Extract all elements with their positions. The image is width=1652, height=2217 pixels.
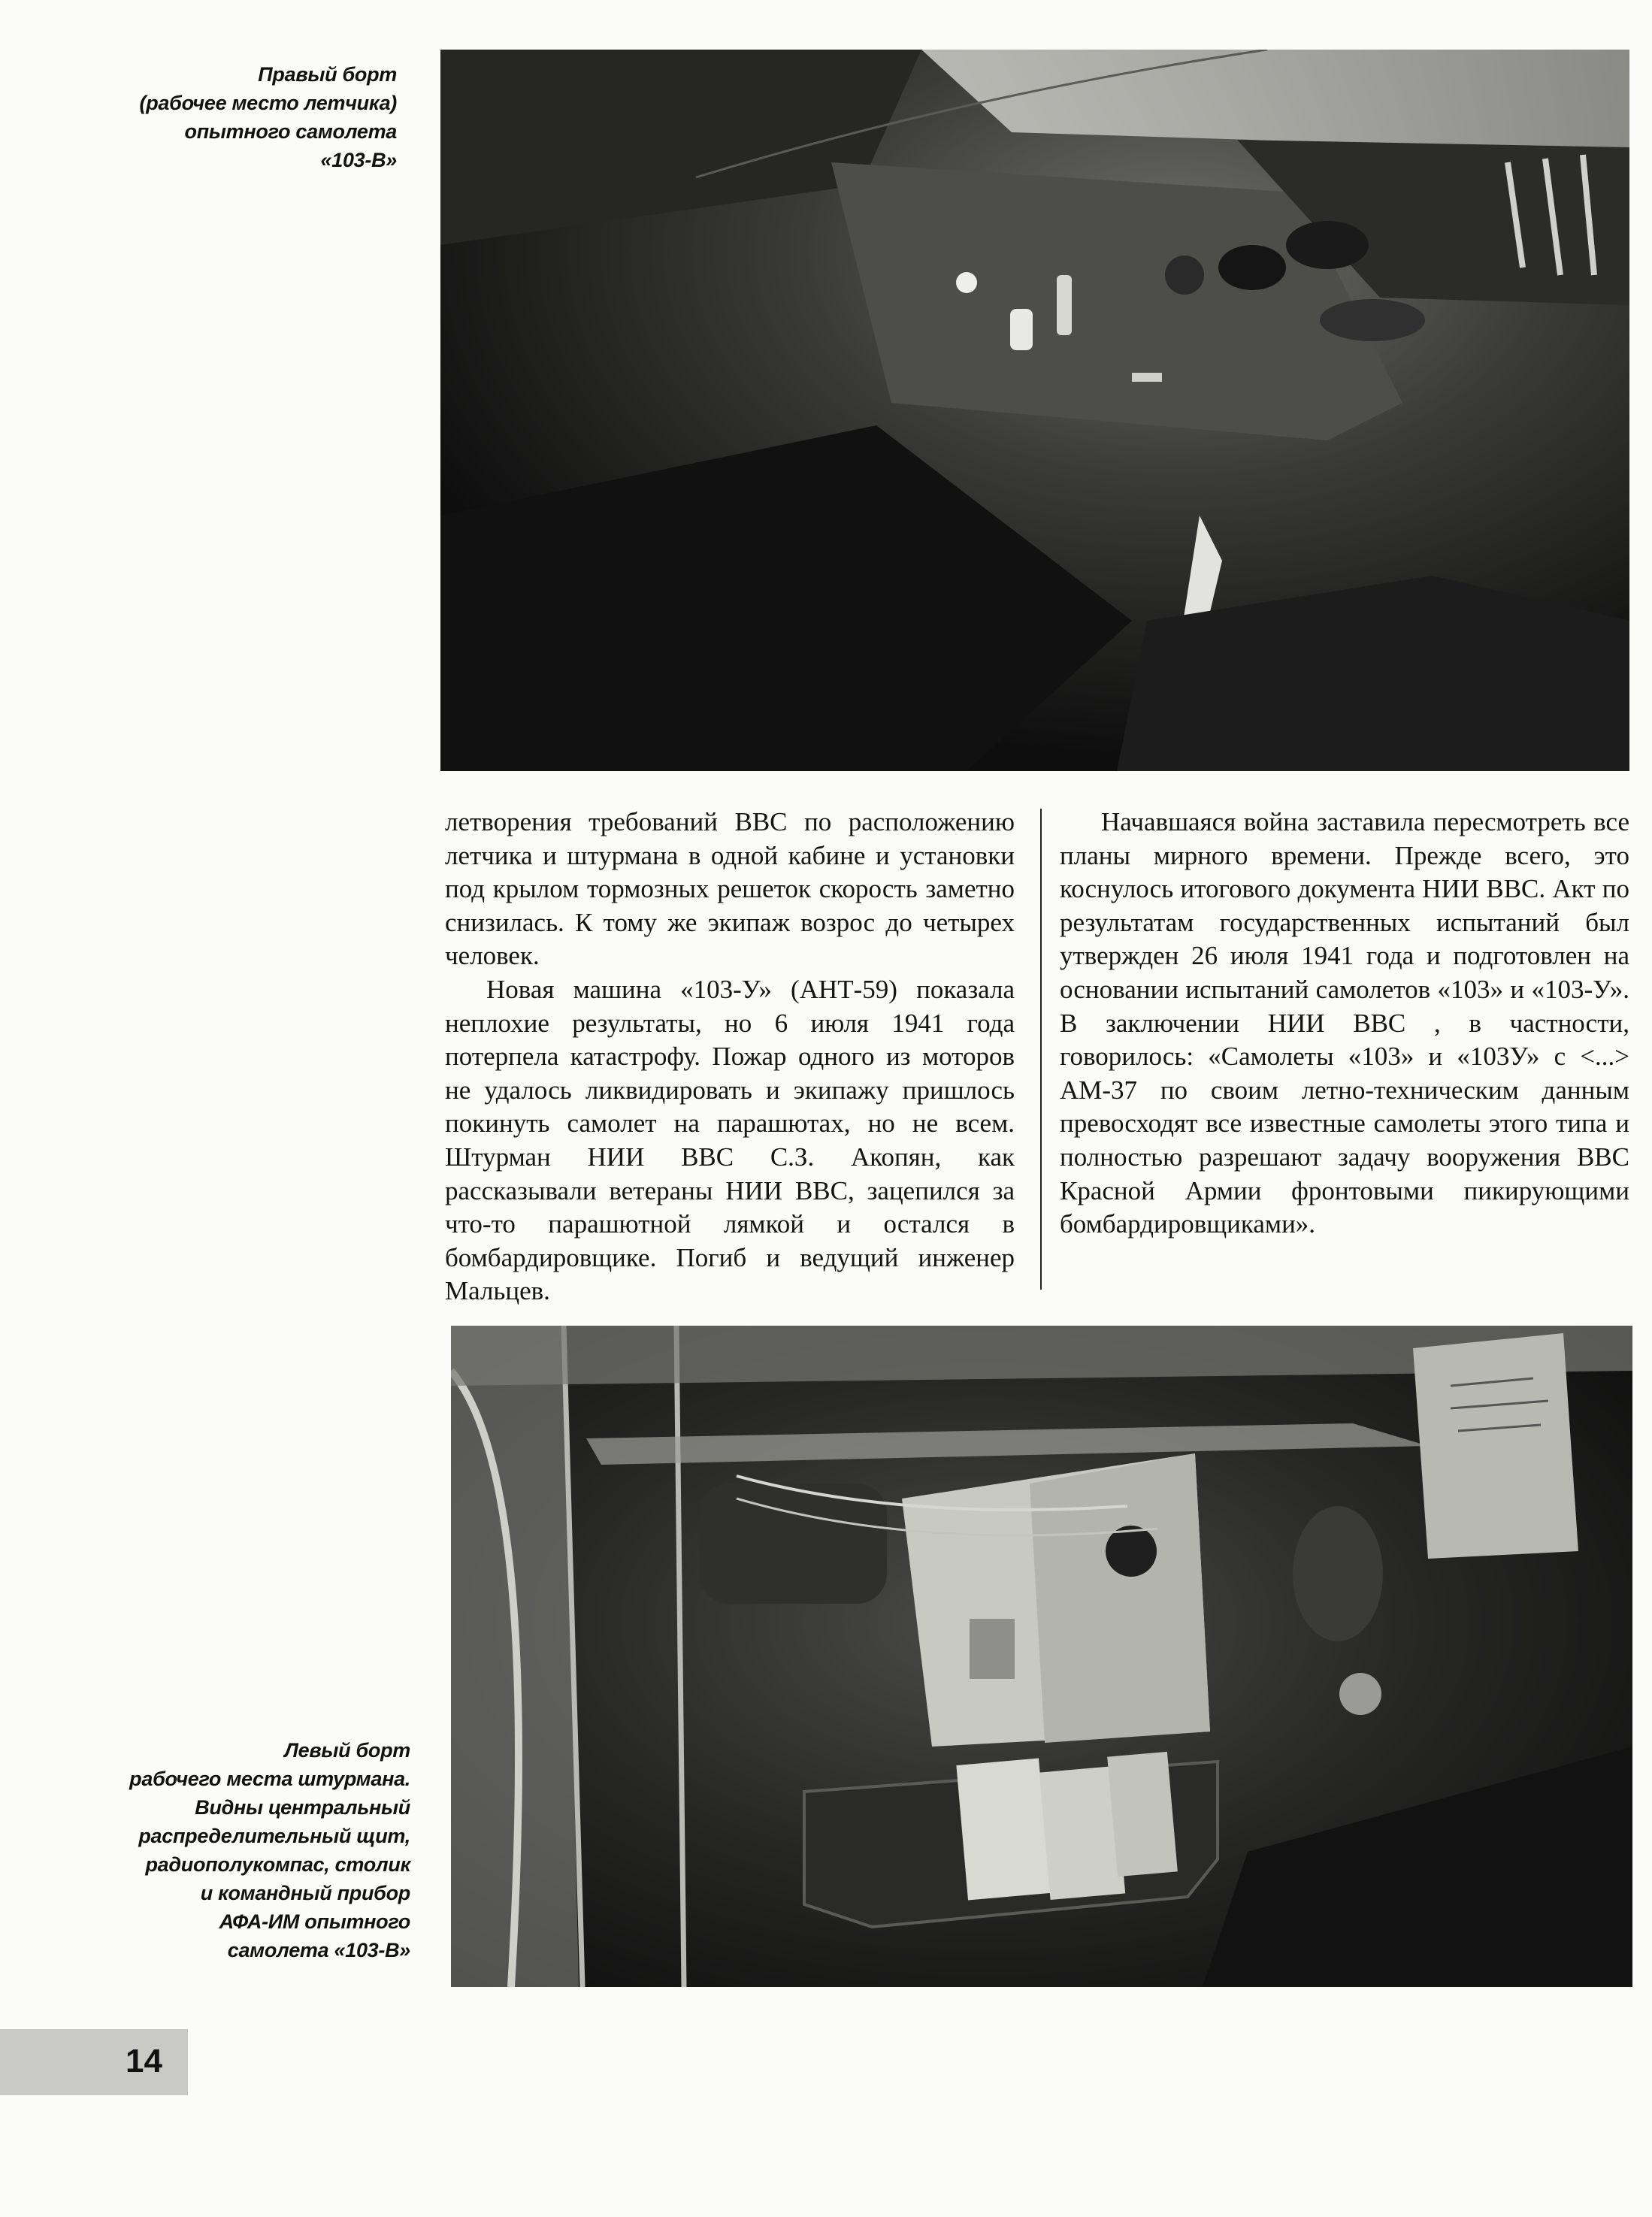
caption-line: «103-В» [320, 149, 397, 171]
paragraph: летворения требований ВВС по расположению летчика и штурмана в одной кабине и установки под крылом тормозных решеток скорость заметно снизилась. К тому же экипаж возрос до четырех человек. [445, 807, 1015, 971]
caption-line: Правый борт [258, 63, 397, 86]
text-column-right [1060, 806, 1629, 1242]
caption-line: Видны центральный [195, 1796, 410, 1819]
bottom-photo-caption [45, 1736, 410, 1964]
caption-line: опытного самолета [184, 120, 397, 143]
cockpit-photo-pilot-image [440, 50, 1629, 771]
caption-line: самолета «103-В» [227, 1939, 410, 1961]
cockpit-photo-pilot [440, 50, 1629, 771]
top-photo-caption [45, 60, 397, 174]
page-number-tab [0, 2029, 188, 2095]
caption-line: АФА-ИМ опытного [219, 1910, 410, 1933]
caption-line: Левый борт [284, 1739, 410, 1762]
paragraph: Новая машина «103-У» (АНТ-59) показала неплохие результаты, но 6 июля 1941 года потерпела катастрофу. Пожар одного из моторов не удалось ликвидировать и экипажу пришлось покинуть самолет на парашютах, но не всем. Штурман НИИ ВВС С.З. Акопян, как рассказывали ветераны НИИ ВВС, зацепился за что-то парашютной лямкой и остался в бомбардировщике. Погиб и ведущий инженер Мальцев. [445, 974, 1015, 1306]
page-number: 14 [126, 2043, 162, 2079]
column-divider [1040, 809, 1042, 1290]
caption-line: и командный прибор [200, 1882, 410, 1904]
text-column-left [445, 806, 1015, 1308]
caption-line: (рабочее место летчика) [139, 92, 397, 114]
caption-line: радиополукомпас, столик [145, 1853, 410, 1876]
caption-line: распределительный щит, [138, 1825, 410, 1847]
cockpit-photo-navigator [451, 1326, 1632, 1987]
paragraph: Начавшаяся война заставила пересмотреть все планы мирного времени. Прежде всего, это коснулось итогового документа НИИ ВВС. Акт по результатам государственных испытаний был утвержден 26 июля 1941 года и подготовлен на основании испытаний самолетов «103» и «103-У». В заключении НИИ ВВС , в частности, говорилось: «Самолеты «103» и «103У» с <...> АМ-37 по своим летно-техническим данным превосходят все известные самолеты этого типа и полностью разрешают задачу вооружения ВВС Красной Армии фронтовыми пикирующими бомбардировщиками». [1060, 807, 1629, 1239]
cockpit-photo-navigator-image [451, 1326, 1632, 1987]
caption-line: рабочего места штурмана. [129, 1768, 410, 1790]
